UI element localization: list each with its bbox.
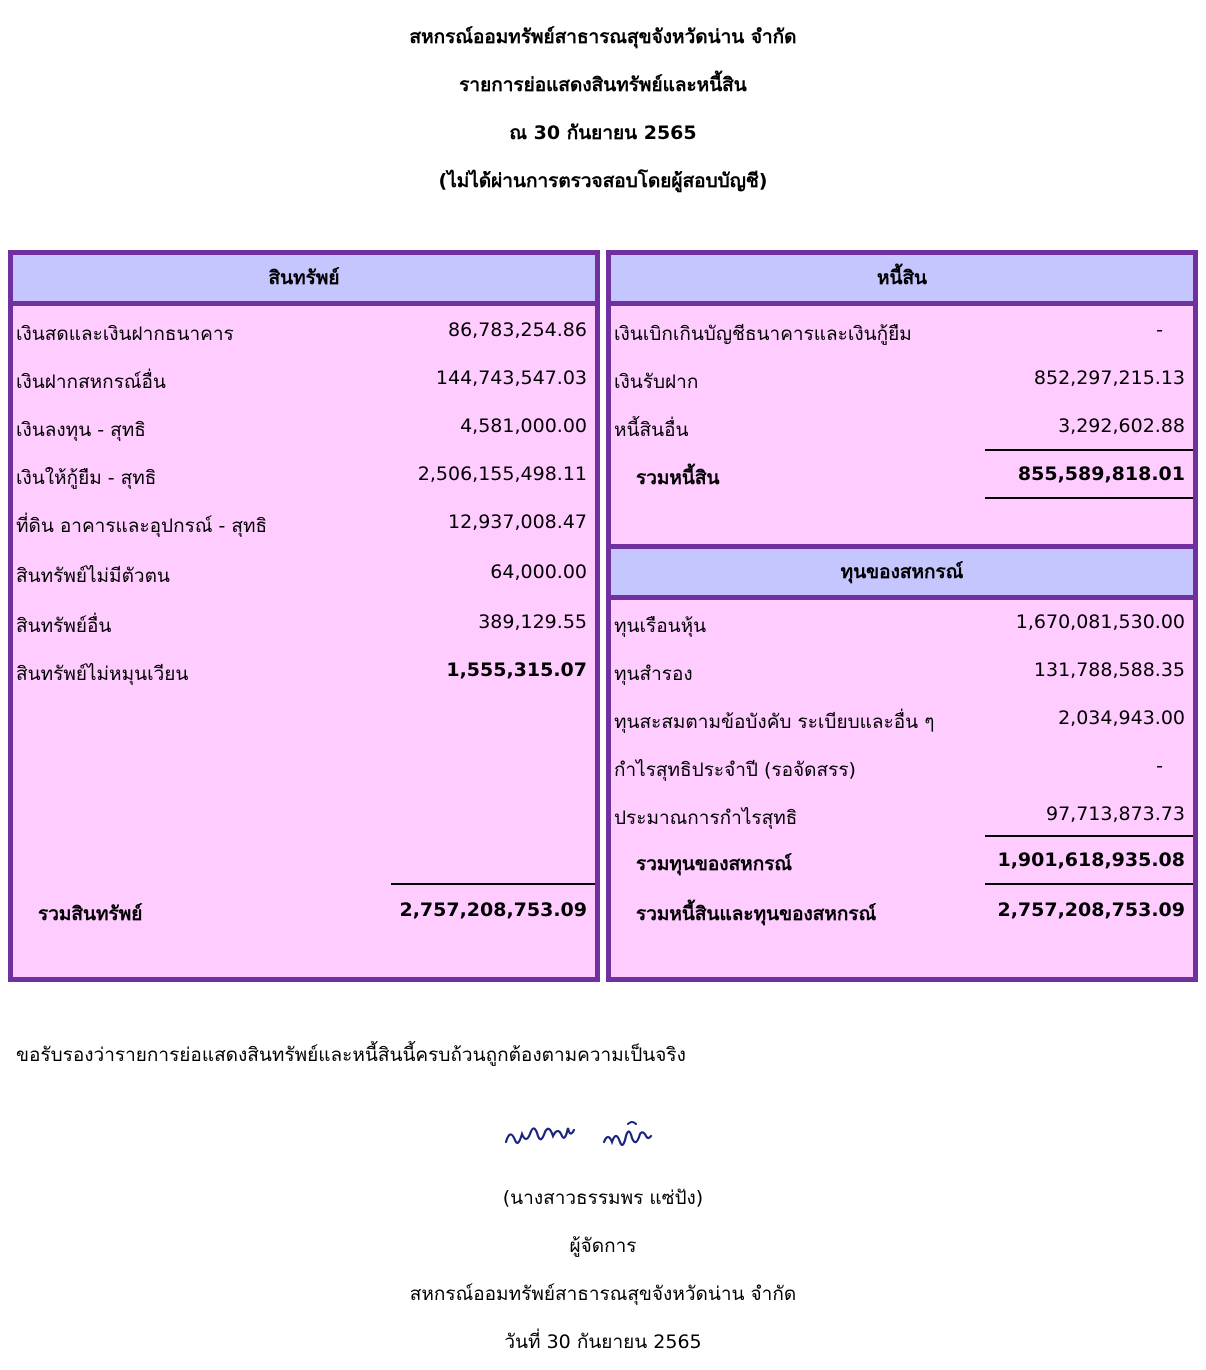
asset-row: [13, 457, 595, 491]
asset-row: [13, 313, 595, 347]
asset-label: เงินสดและเงินฝากธนาคาร: [16, 323, 234, 345]
equity-row: [611, 701, 1193, 735]
doc-title: รายการย่อแสดงสินทรัพย์และหนี้สิน: [459, 74, 747, 96]
asset-row: [13, 361, 595, 395]
equity-row: [611, 749, 1193, 783]
certification-text: ขอรับรองว่ารายการย่อแสดงสินทรัพย์และหนี้สินนี้ครบถ้วนถูกต้องตามความเป็นจริง: [16, 1044, 686, 1066]
asset-label: เงินลงทุน - สุทธิ: [16, 419, 146, 441]
assets-total-value: 2,757,208,753.09: [399, 899, 587, 921]
asset-value: 4,581,000.00: [460, 415, 587, 437]
total-rule: [391, 883, 595, 885]
total-rule: [985, 835, 1193, 837]
asset-row: [13, 653, 595, 687]
equity-row: [611, 797, 1193, 831]
signer-position: ผู้จัดการ: [569, 1235, 637, 1257]
liabilities-total-label: รวมหนี้สิน: [636, 467, 720, 489]
equity-label: ประมาณการกำไรสุทธิ: [614, 807, 798, 829]
audit-note: (ไม่ได้ผ่านการตรวจสอบโดยผู้สอบบัญชี): [438, 170, 768, 192]
assets-total-label: รวมสินทรัพย์: [38, 903, 143, 925]
signer-name: (นางสาวธรรมพร แซ่ปัง): [502, 1187, 704, 1209]
liability-value: 3,292,602.88: [1058, 415, 1185, 437]
liability-row: [611, 361, 1193, 395]
equity-total-label: รวมทุนของสหกรณ์: [636, 853, 793, 875]
signature-image: [500, 1112, 670, 1158]
sign-date: วันที่ 30 กันยายน 2565: [504, 1331, 702, 1353]
asset-label: ที่ดิน อาคารและอุปกรณ์ - สุทธิ: [16, 515, 268, 537]
grand-total-value: 2,757,208,753.09: [997, 899, 1185, 921]
doc-date: ณ 30 กันยายน 2565: [509, 122, 697, 144]
asset-value: 64,000.00: [490, 561, 587, 583]
equity-value: 97,713,873.73: [1045, 803, 1185, 825]
total-rule: [985, 497, 1193, 499]
asset-row: [13, 409, 595, 443]
liability-label: เงินเบิกเกินบัญชีธนาคารและเงินกู้ยืม: [614, 323, 912, 345]
liabilities-heading: หนี้สิน: [611, 255, 1193, 306]
equity-total-row: [611, 843, 1193, 877]
equity-label: ทุนเรือนหุ้น: [614, 615, 707, 637]
asset-label: เงินฝากสหกรณ์อื่น: [16, 371, 166, 393]
total-rule: [985, 449, 1193, 451]
equity-label: กำไรสุทธิประจำปี (รอจัดสรร): [614, 759, 856, 781]
total-rule: [985, 883, 1193, 885]
grand-total-label: รวมหนี้สินและทุนของสหกรณ์: [636, 903, 877, 925]
asset-label: เงินให้กู้ยืม - สุทธิ: [16, 467, 157, 489]
liability-value: -: [1156, 319, 1163, 341]
liabilities-equity-panel: [606, 250, 1198, 982]
asset-value: 2,506,155,498.11: [417, 463, 587, 485]
equity-row: [611, 605, 1193, 639]
liability-label: หนี้สินอื่น: [614, 419, 689, 441]
liability-value: 852,297,215.13: [1033, 367, 1185, 389]
signer-org: สหกรณ์ออมทรัพย์สาธารณสุขจังหวัดน่าน จำกัด: [409, 1283, 797, 1305]
equity-value: 1,670,081,530.00: [1015, 611, 1185, 633]
grand-total-row: [611, 893, 1193, 927]
equity-label: ทุนสะสมตามข้อบังคับ ระเบียบและอื่น ๆ: [614, 711, 935, 733]
assets-heading: สินทรัพย์: [13, 255, 595, 306]
org-name: สหกรณ์ออมทรัพย์สาธารณสุขจังหวัดน่าน จำกัด: [409, 26, 797, 48]
liabilities-total-row: [611, 457, 1193, 491]
asset-label: สินทรัพย์อื่น: [16, 615, 112, 637]
assets-total-row: [13, 893, 595, 927]
asset-row: [13, 605, 595, 639]
asset-row: [13, 505, 595, 539]
liability-label: เงินรับฝาก: [614, 371, 699, 393]
asset-value: 12,937,008.47: [447, 511, 587, 533]
equity-value: -: [1156, 755, 1163, 777]
assets-panel: [8, 250, 600, 982]
liabilities-total-value: 855,589,818.01: [1017, 463, 1185, 485]
asset-value: 144,743,547.03: [435, 367, 587, 389]
liability-row: [611, 409, 1193, 443]
equity-row: [611, 653, 1193, 687]
equity-total-value: 1,901,618,935.08: [997, 849, 1185, 871]
equity-value: 2,034,943.00: [1058, 707, 1185, 729]
asset-value: 389,129.55: [478, 611, 587, 633]
liability-row: [611, 313, 1193, 347]
asset-value: 86,783,254.86: [447, 319, 587, 341]
equity-value: 131,788,588.35: [1033, 659, 1185, 681]
asset-value: 1,555,315.07: [446, 659, 587, 681]
asset-label: สินทรัพย์ไม่หมุนเวียน: [16, 663, 189, 685]
equity-heading: ทุนของสหกรณ์: [611, 549, 1193, 600]
asset-label: สินทรัพย์ไม่มีตัวตน: [16, 565, 170, 587]
equity-label: ทุนสำรอง: [614, 663, 693, 685]
asset-row: [13, 555, 595, 589]
